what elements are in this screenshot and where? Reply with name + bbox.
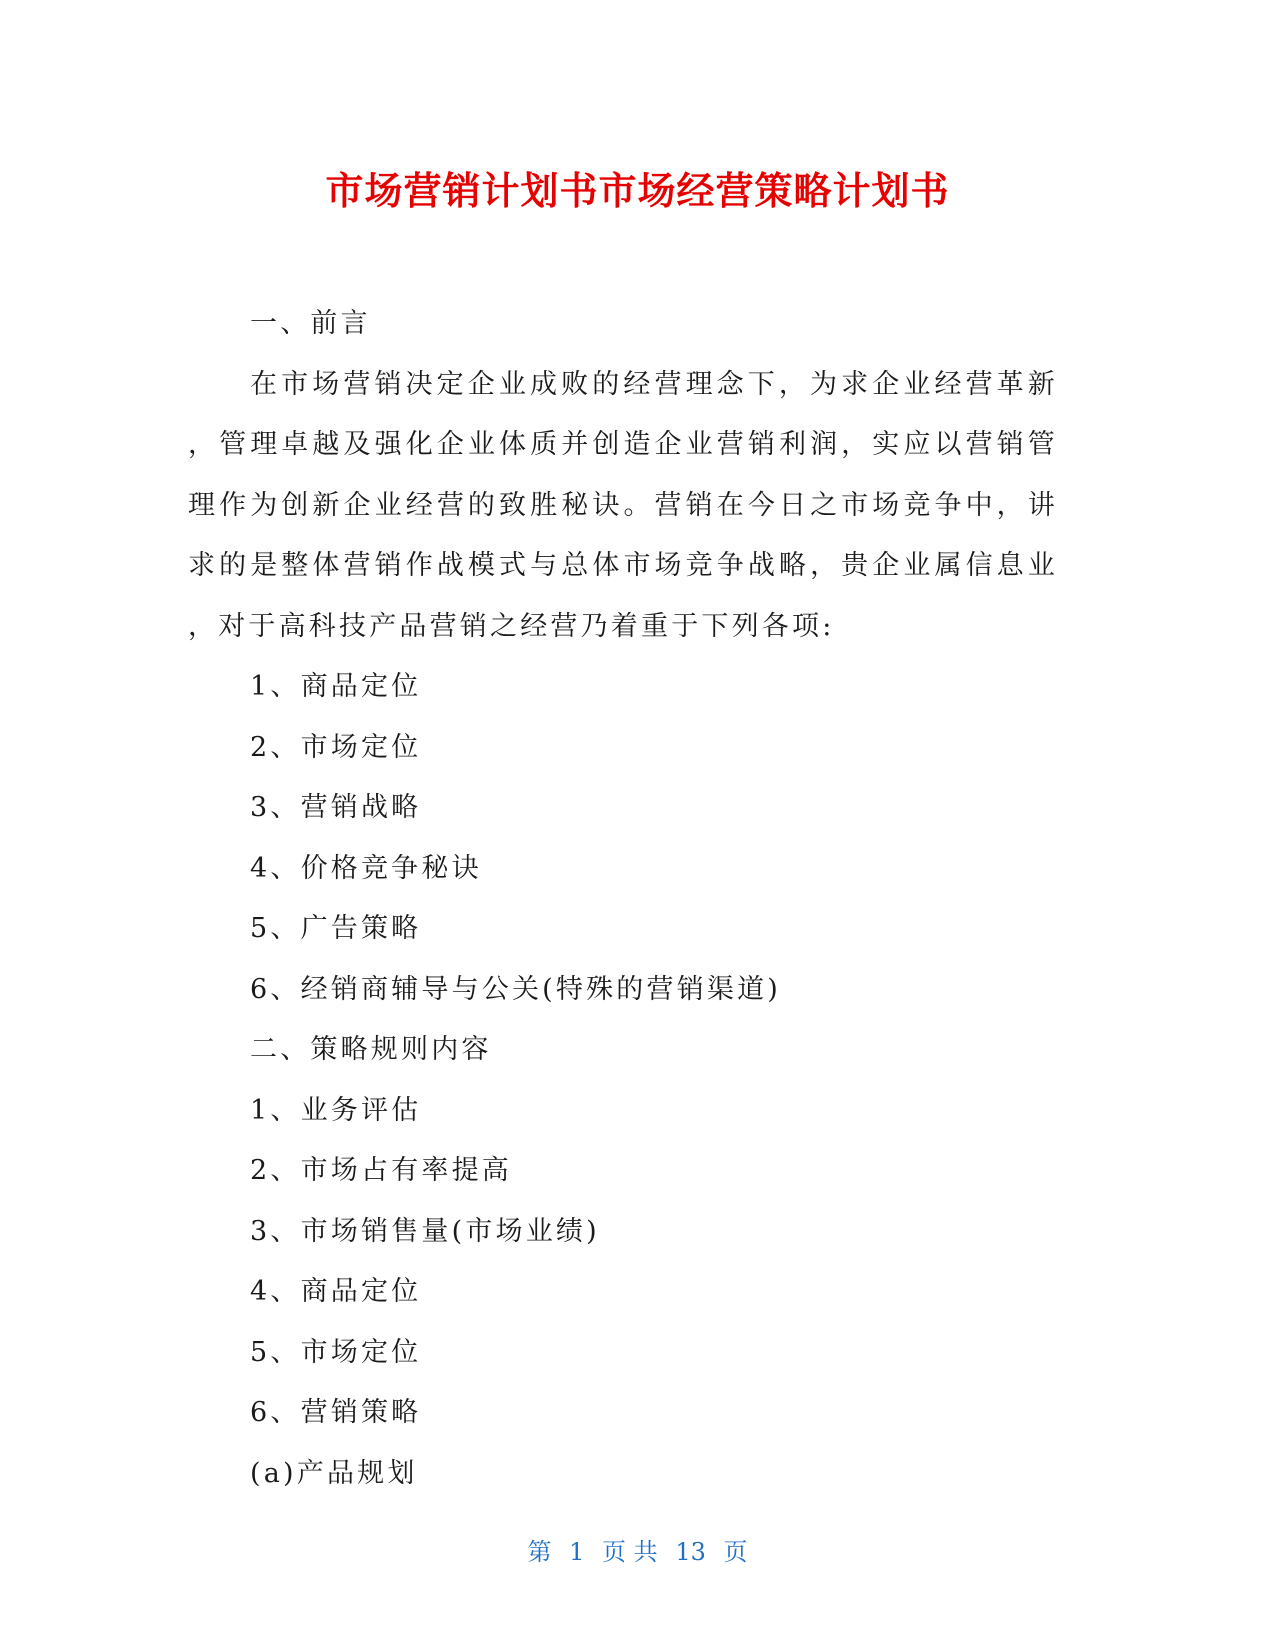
- list-item: 5、市场定位: [250, 1336, 422, 1368]
- paragraph-line: 在市场营销决定企业成败的经营理念下，为求企业经营革新: [250, 368, 1058, 400]
- paragraph-line: 求的是整体营销作战模式与总体市场竞争战略，贵企业属信息业: [188, 550, 1058, 581]
- list-item: 4、商品定位: [250, 1276, 422, 1307]
- footer-current-page: 1: [569, 1538, 585, 1566]
- footer-mid: 页 共: [602, 1538, 658, 1566]
- list-item: 3、营销战略: [250, 792, 422, 823]
- paragraph-line: ，管理卓越及强化企业体质并创造企业营销利润，实应以营销管: [188, 429, 1058, 460]
- list-item: 2、市场定位: [250, 731, 422, 763]
- footer-total-pages: 13: [675, 1538, 706, 1566]
- document-title: 市场营销计划书市场经营策略计划书: [325, 169, 950, 213]
- paragraph-line: 理作为创新企业经营的致胜秘诀。营销在今日之市场竞争中，讲: [188, 489, 1058, 521]
- list-item: 3、市场销售量(市场业绩): [250, 1215, 600, 1247]
- list-item: 6、经销商辅导与公关(特殊的营销渠道): [250, 973, 782, 1005]
- list-item: 6、营销策略: [250, 1397, 422, 1428]
- list-item: 5、广告策略: [250, 913, 422, 944]
- page-footer: [0, 1535, 1275, 1569]
- footer-suffix: 页: [723, 1538, 748, 1566]
- list-item: 4、价格竞争秘诀: [250, 852, 482, 884]
- section-heading-strategy: 二、策略规则内容: [250, 1034, 492, 1065]
- section-heading-preface: 一、前言: [250, 308, 371, 339]
- list-item: 2、市场占有率提高: [250, 1155, 512, 1186]
- list-item: 1、业务评估: [250, 1094, 422, 1126]
- list-item: 1、商品定位: [250, 671, 422, 702]
- sub-list-item: (a)产品规划: [250, 1457, 418, 1489]
- footer-prefix: 第: [527, 1538, 552, 1566]
- document-body: [188, 294, 1058, 1504]
- paragraph-line: ，对于高科技产品营销之经营乃着重于下列各项:: [188, 610, 835, 642]
